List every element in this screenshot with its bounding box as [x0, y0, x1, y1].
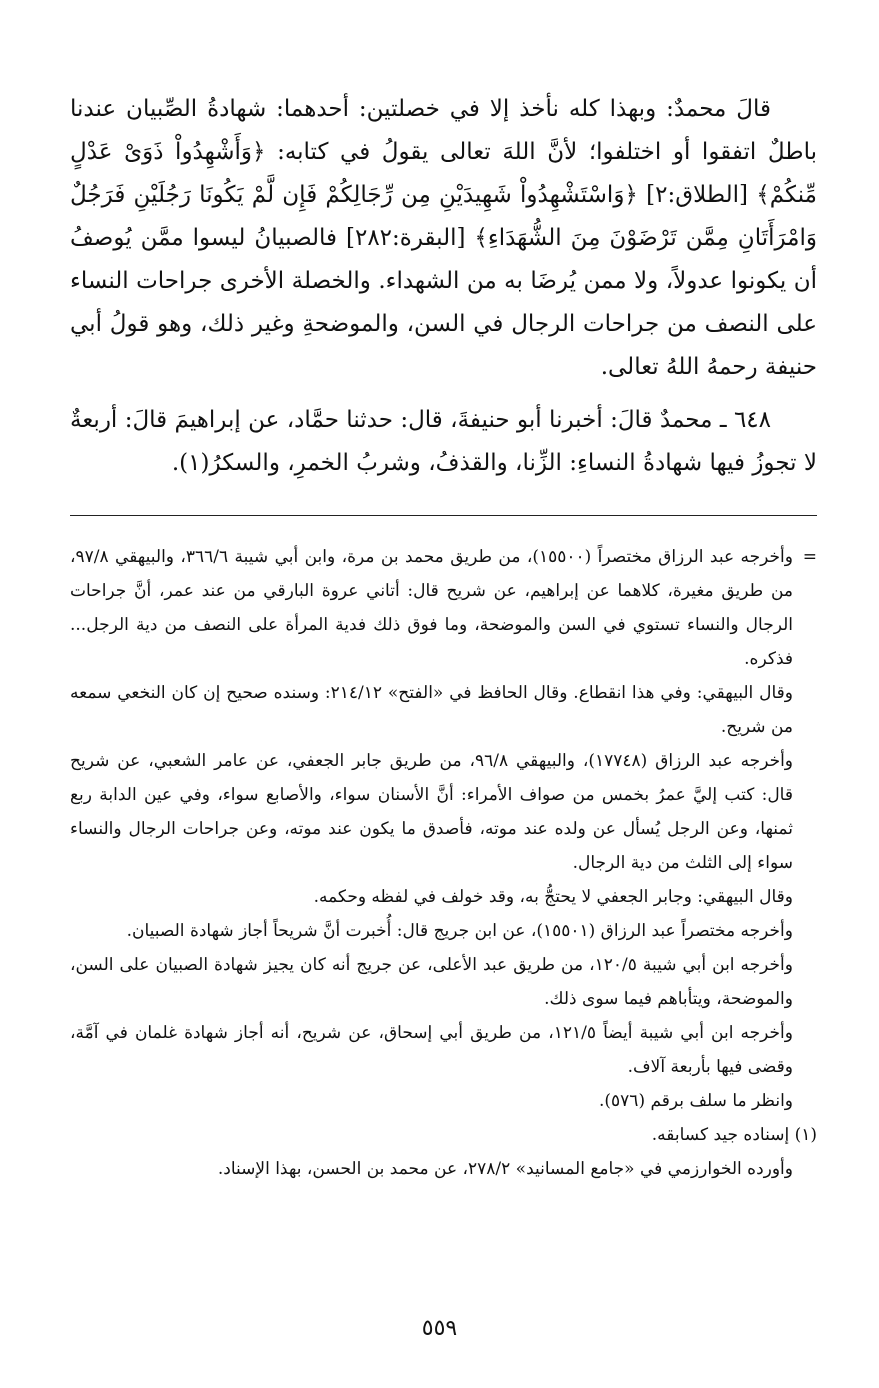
footnote-line: وأورده الخوارزمي في «جامع المسانيد» ٢٧٨/٢، عن محمد بن الحسن، بهذا الإسناد. [217, 1159, 793, 1179]
footnote-separator [70, 515, 817, 516]
continuation-marker: = [802, 547, 817, 567]
footnote-line: وانظر ما سلف برقم (٥٧٦). [599, 1091, 793, 1111]
body-paragraph-1: قالَ محمدٌ: وبهذا كله نأخذ إلا في خصلتين: أحدهما: شهادةُ الصِّبيان عندنا باطلٌ اتفقوا أو اختلفوا؛ لأنَّ اللهَ تعالى يقولُ في كتابه: ﴿وَأَشْهِدُواْ ذَوَىْ عَدْلٍ مِّنكُمْ﴾ [الطلاق:٢] ﴿وَاسْتَشْهِدُواْ شَهِيدَيْنِ مِن رِّجَالِكُمْ فَإِن لَّمْ يَكُونَا رَجُلَيْنِ فَرَجُلٌ وَامْرَأَتَانِ مِمَّن تَرْضَوْنَ مِنَ الشُّهَدَاءِ﴾ [البقرة:٢٨٢] فالصبيانُ ليسوا ممَّن يُوصفُ أن يكونوا عدولاً، ولا ممن يُرضَا به من الشهداء. والخصلة الأخرى جراحات النساء على النصف من جراحات الرجال في السن، والموضحةِ وغير ذلك، وهو قولُ أبي حنيفة رحمهُ اللهُ تعالى. [70, 96, 817, 380]
footnote-text: وأخرجه عبد الرزاق مختصراً (١٥٥٠٠)، من طريق محمد بن مرة، وابن أبي شيبة ٣٦٦/٦، والبيهقي ٩٧/٨، من طريق مغيرة، كلاهما عن إبراهيم، عن شريح قال: أتاني عروة البارقي من عند عمر، أنَّ جراحات الرجال والنساء تستوي في السن والموضحة، وما فوق ذلك فدية المرأة على النصف من دية الرجل... فذكره. [70, 547, 793, 669]
footnote-line [70, 540, 817, 676]
page-number: ٥٥٩ [421, 1316, 458, 1341]
footnote-line: وأخرجه ابن أبي شيبة ١٢٠/٥، من طريق عبد الأعلى، عن جريج أنه كان يجيز شهادة الصبيان على السن، والموضحة، ويتأباهم فيما سوى ذلك. [70, 955, 793, 1009]
body-paragraph-2: ٦٤٨ ـ محمدٌ قالَ: أخبرنا أبو حنيفةَ، قال: حدثنا حمَّاد، عن إبراهيمَ قالَ: أربعةٌ لا تجوزُ فيها شهادةُ النساءِ: الزِّنا، والقذفُ، وشربُ الخمرِ، والسكرُ(١). [70, 407, 817, 476]
footnote-line: وأخرجه ابن أبي شيبة أيضاً ١٢١/٥، من طريق أبي إسحاق، عن شريح، أنه أجاز شهادة غلمان في آمَّة، وقضى فيها بأربعة آلاف. [70, 1023, 793, 1077]
footnote-line: وأخرجه مختصراً عبد الرزاق (١٥٥٠١)، عن ابن جريج قال: أُخبرت أنَّ شريحاً أجاز شهادة الصبيان. [126, 921, 793, 941]
footnote-line: وقال البيهقي: وجابر الجعفي لا يحتجُّ به، وقد خولف في لفظه وحكمه. [313, 887, 793, 907]
footnote-line: وقال البيهقي: وفي هذا انقطاع. وقال الحافظ في «الفتح» ٢١٤/١٢: وسنده صحيح إن كان النخعي سمعه من شريح. [70, 683, 793, 737]
footnote-line: وأخرجه عبد الرزاق (١٧٧٤٨)، والبيهقي ٩٦/٨، من طريق جابر الجعفي، عن عامر الشعبي، عن شريح قال: كتب إليَّ عمرُ بخمس من صواف الأمراء: أنَّ الأسنان سواء، والأصابع سواء، وفي عين الدابة ربع ثمنها، وعن الرجل يُسأل عن ولده عند موته، فأصدق ما يكون عند موته، وعن جراحات الرجال والنساء سواء إلى الثلث من دية الرجال. [70, 751, 794, 873]
footnotes [70, 540, 817, 1186]
main-text [70, 88, 817, 485]
footnote-line: (١) إسناده جيد كسابقه. [651, 1125, 817, 1145]
